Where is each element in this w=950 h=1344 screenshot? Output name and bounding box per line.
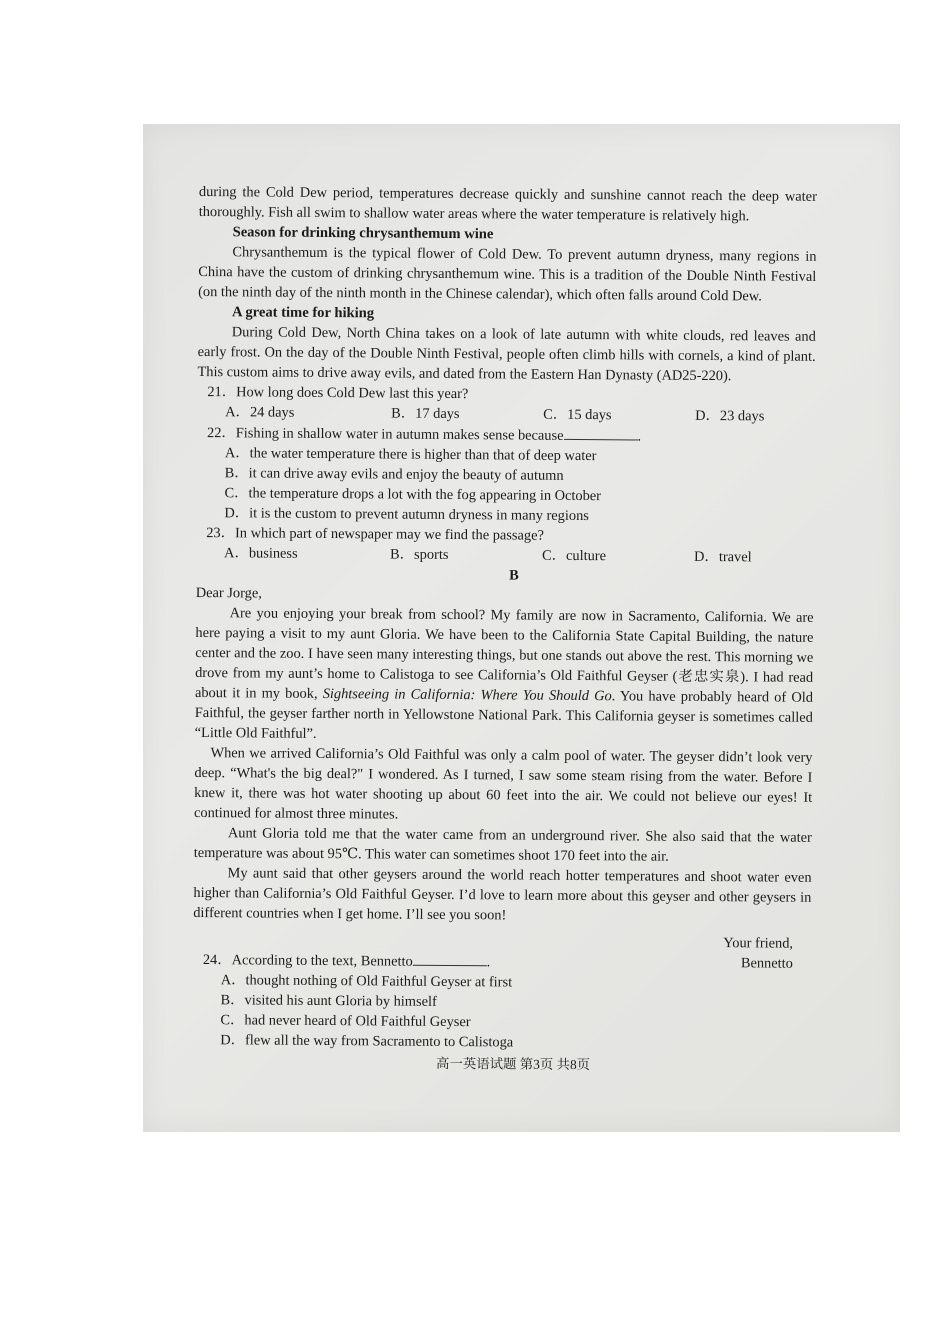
- option-c: C．the temperature drops a lot with the fog appearing in October: [224, 485, 602, 505]
- letter-paragraph-4: My aunt said that other geysers around the world reach hotter temperatures and shoot water even higher than California’s Old Faithful Geyser. I’d love to learn more about this geyser and other geysers in different countries when I get home. I’ll see you soon!: [193, 865, 812, 924]
- question-24: 24．According to the text, Bennetto . A．thought nothing of Old Faithful Geyser at first B．visited his aunt Gloria by himself C．had never heard of Old Faithful Geyser D．flew all the way from Sacramento to Calistoga: [192, 949, 811, 1055]
- option-d: D．23 days: [695, 407, 765, 425]
- letter-paragraph-1: [195, 603, 814, 748]
- book-title: Sightseeing in California: Where You Should Go: [322, 685, 612, 705]
- option-b: B．it can drive away evils and enjoy the beauty of autumn: [224, 465, 564, 484]
- option-d: D．it is the custom to prevent autumn dryness in many regions: [224, 505, 589, 525]
- letter-paragraph-1-start: Are you enjoying your break from school? My family are now in Sacramento, California. We are here paying a visit to my aunt Gloria. We have been to the California State Capital Building, the nature center and the zoo. I have seen many interesting things, but one stands out above the rest. This morning we drove from my aunt’s home to Calistoga to see California’s Old Faithful Geyser (老忠实泉). I had read about it in my book,: [194, 605, 814, 702]
- option-d: D．flew all the way from Sacramento to Calistoga: [220, 1032, 514, 1051]
- option-b: B．sports: [390, 546, 449, 563]
- question-stem: 23．In which part of newspaper may we find the passage?: [206, 525, 544, 544]
- letter-signature: Bennetto: [740, 955, 793, 972]
- option-b: B．visited his aunt Gloria by himself: [220, 992, 437, 1010]
- option-c: C．15 days: [543, 406, 612, 424]
- option-d: D．travel: [694, 548, 752, 566]
- exam-page: [143, 124, 900, 1132]
- section-heading-chrysanthemum: Season for drinking chrysanthemum wine: [232, 224, 494, 243]
- passage-a-paragraph-2: Chrysanthemum is the typical flower of Cold Dew. To prevent autumn dryness, many regions in China have the custom of drinking chrysanthemum wine. This is a tradition of the Double Ninth Festival (on the ninth day of the ninth month in the Chinese calendar), which often falls around Cold Dew.: [198, 244, 817, 305]
- option-a: A．the water temperature there is higher than that of deep water: [224, 445, 597, 465]
- option-a: A．thought nothing of Old Faithful Geyser at first: [220, 972, 513, 991]
- passage-a-paragraph-1: during the Cold Dew period, temperatures decrease quickly and sunshine cannot reach the deep water thoroughly. Fish all swim to shallow water areas where the water temperature is relatively high.: [198, 183, 817, 225]
- section-heading-hiking: A great time for hiking: [231, 304, 375, 322]
- option-a: A．24 days: [225, 404, 295, 421]
- passage-a-paragraph-3: During Cold Dew, North China takes on a look of late autumn with white clouds, red leaves and early frost. On the day of the Double Ninth Festival, people often climb hills with cornels, a kind of plant. This custom aims to drive away evils, and dated from the Eastern Han Dynasty (AD25-220).: [197, 324, 816, 385]
- answer-blank: [413, 951, 487, 967]
- page-footer: 高一英语试题 第3页 共8页: [436, 1055, 591, 1073]
- option-b: B．17 days: [391, 405, 460, 423]
- letter-salutation: Dear Jorge,: [195, 584, 262, 602]
- option-c: C．had never heard of Old Faithful Geyser: [220, 1012, 471, 1031]
- letter-paragraph-1-end: . You have probably heard of Old Faithful, the geyser farther north in Yellowstone National Park. This California geyser is sometimes called “Little Old Faithful”.: [194, 688, 814, 742]
- letter-closing: Your friend,: [723, 935, 794, 952]
- question-stem: 21．How long does Cold Dew last this year?: [207, 384, 469, 403]
- answer-blank: [563, 425, 637, 441]
- question-22: 22．Fishing in shallow water in autumn makes sense because . A．the water temperature there is higher than that of deep water B．it can drive away evils and enjoy the beauty of autumn C．the temperature drops a lot with the fog appearing in October D．it is the custom to prevent autumn dryness in many regions: [196, 422, 815, 528]
- option-c: C．culture: [542, 547, 607, 565]
- option-a: A．business: [224, 545, 298, 562]
- letter-paragraph-3: Aunt Gloria told me that the water came from an underground river. She also said that the water temperature was about 95℃. This water can sometimes shoot 170 feet into the air.: [193, 825, 812, 865]
- question-21: [197, 382, 815, 427]
- page-content: [192, 182, 817, 1077]
- letter-paragraph-2: When we arrived California’s Old Faithful was only a calm pool of water. The geyser didn’t look very deep. “What's the big deal?" I wondered. As I turned, I saw some steam rising from the water. Before I knew it, there was hot water shooting up about 60 feet into the air. We could not believe our eyes! It continued for almost three minutes.: [193, 745, 813, 823]
- question-23: [196, 523, 814, 568]
- section-label-b: B: [509, 567, 519, 584]
- question-stem: 22．Fishing in shallow water in autumn makes sense because: [206, 425, 564, 444]
- question-stem: 24．According to the text, Bennetto: [202, 952, 413, 970]
